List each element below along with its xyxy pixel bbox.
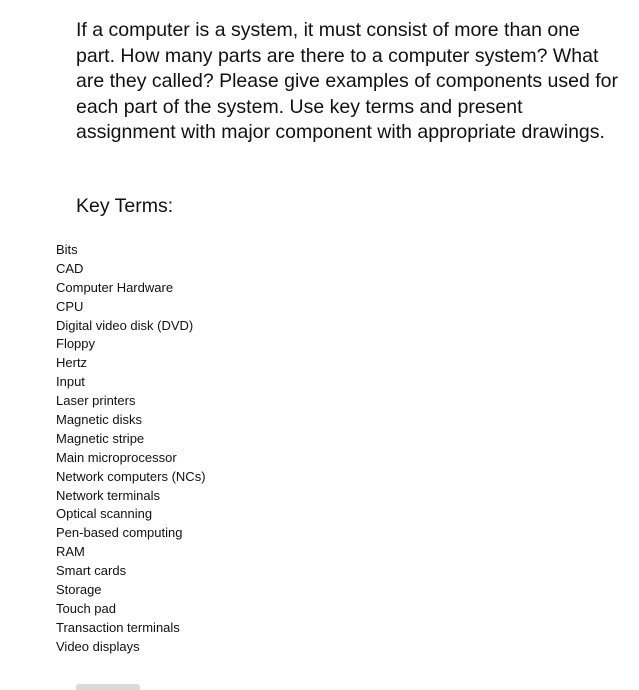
key-term-item: Network terminals — [56, 487, 161, 503]
key-term-item: Laser printers — [56, 393, 136, 409]
key-term-item: Input — [56, 374, 85, 390]
key-term-item: RAM — [56, 544, 85, 560]
key-term-item: CAD — [56, 260, 84, 276]
assignment-prompt: If a computer is a system, it must consist of more than one part. How many parts are there to a computer system? What are they called? Please give examples of components used for each part of the system. Use key terms and present assignment with major component with appropriate drawings. — [76, 19, 618, 143]
key-term-item: Digital video disk (DVD) — [56, 317, 194, 333]
key-term-item: Storage — [56, 582, 102, 598]
cropped-text-fragment — [76, 684, 156, 690]
key-term-item: Optical scanning — [56, 506, 153, 522]
key-term-item: Hertz — [56, 355, 88, 371]
key-term-item: Magnetic disks — [56, 412, 142, 428]
key-term-item: Pen-based computing — [56, 525, 183, 541]
key-term-item: Floppy — [56, 336, 96, 352]
key-term-item: Video displays — [56, 638, 140, 654]
key-term-item: CPU — [56, 298, 84, 314]
key-term-item: Computer Hardware — [56, 279, 174, 295]
key-term-item: Smart cards — [56, 563, 127, 579]
key-term-item: Magnetic stripe — [56, 430, 145, 446]
key-term-item: Bits — [56, 242, 78, 257]
key-term-item: Network computers (NCs) — [56, 468, 206, 484]
key-term-item: Transaction terminals — [56, 619, 180, 635]
key-terms-heading: Key Terms: — [76, 195, 174, 217]
key-term-item: Touch pad — [56, 600, 116, 616]
key-term-item: Main microprocessor — [56, 449, 177, 465]
key-terms-list — [56, 241, 206, 657]
